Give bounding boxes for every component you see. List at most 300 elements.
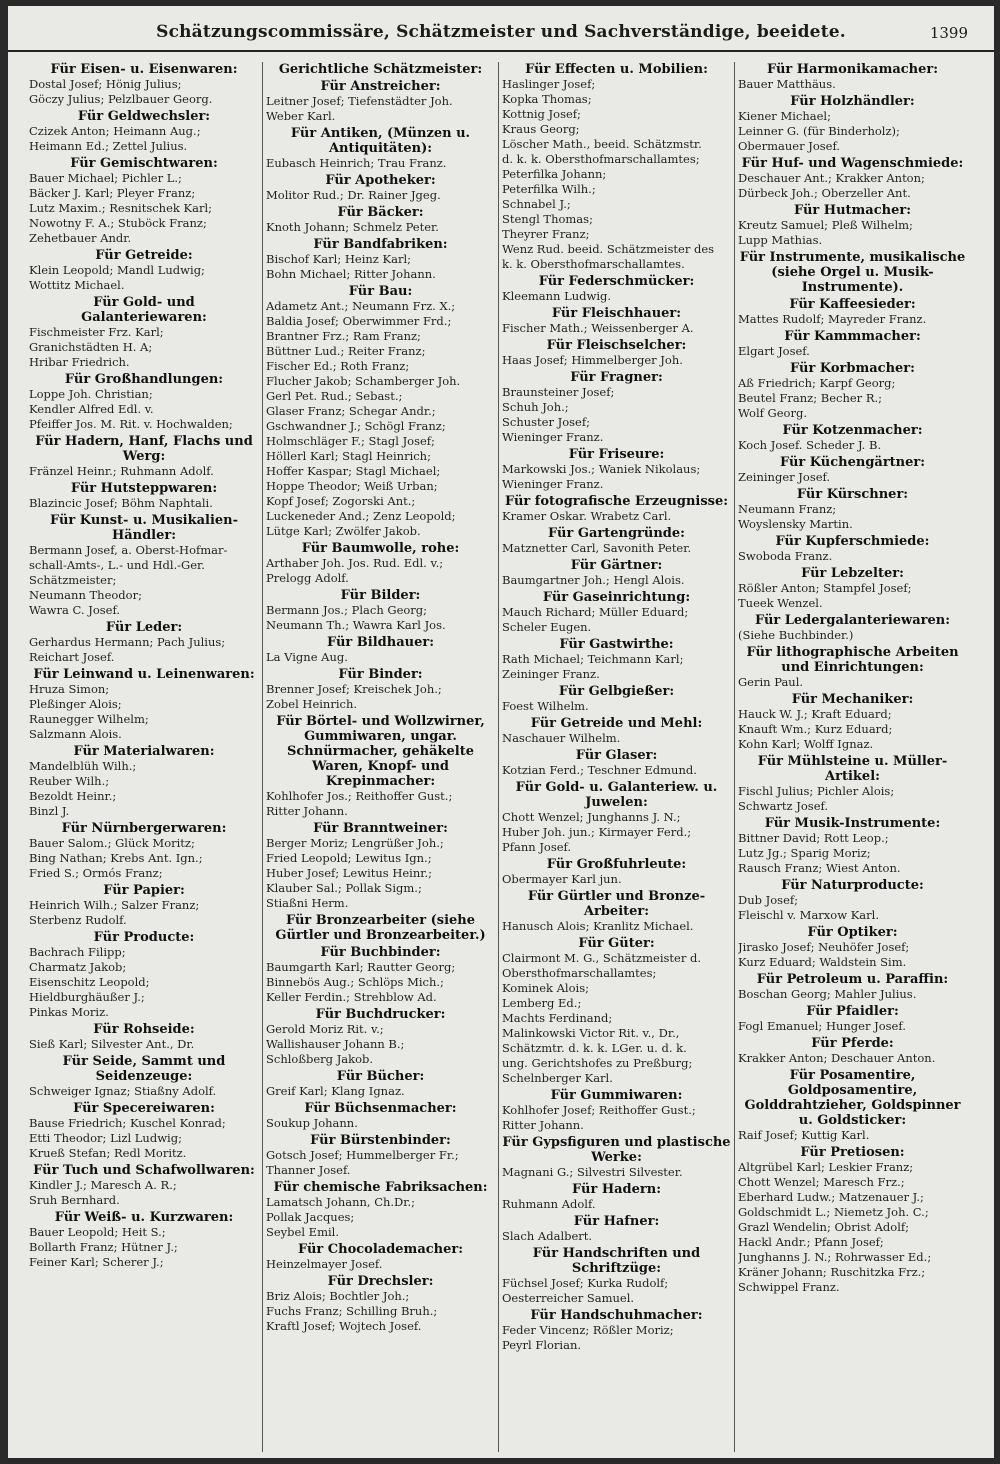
entry-line: Kotzian Ferd.; Teschner Edmund. xyxy=(502,763,697,777)
trade-section xyxy=(266,79,495,124)
entry-line: Elgart Josef. xyxy=(738,344,810,358)
entry-line: Lamatsch Johann, Ch.Dr.; xyxy=(266,1195,416,1209)
section-heading: Für Effecten u. Mobilien: xyxy=(525,62,708,77)
trade-section xyxy=(266,821,495,911)
entry-line: Dub Josef; xyxy=(738,893,799,907)
entry-line: Gerold Moriz Rit. v.; xyxy=(266,1022,384,1036)
trade-section xyxy=(266,1274,495,1334)
entry-line: Wieninger Franz. xyxy=(502,430,604,444)
section-heading: Für Pferde: xyxy=(811,1036,894,1051)
section-heading: Für Hutmacher: xyxy=(793,203,912,218)
trade-section xyxy=(738,1145,967,1295)
entry-line: Schelnberger Karl. xyxy=(502,1071,613,1085)
section-heading: Für Leinwand u. Leinenwaren: xyxy=(33,667,255,682)
entry-line: Krakker Anton; Deschauer Anton. xyxy=(738,1051,936,1065)
entry-line: Pleßinger Alois; xyxy=(29,697,122,711)
section-heading: Für Buchdrucker: xyxy=(315,1007,446,1022)
entry-line: La Vigne Aug. xyxy=(266,650,348,664)
entry-line: Reuber Wilh.; xyxy=(29,774,110,788)
trade-section xyxy=(266,173,495,203)
section-heading: Für Chocolademacher: xyxy=(297,1242,464,1257)
entry-line: Braunsteiner Josef; xyxy=(502,385,615,399)
entry-line: Kohn Karl; Wolff Ignaz. xyxy=(738,737,874,751)
entry-line: Heinrich Wilh.; Salzer Franz; xyxy=(29,898,200,912)
entry-line: Gerin Paul. xyxy=(738,675,804,689)
section-heading: Für Küchengärtner: xyxy=(779,455,926,470)
entry-line: Kiener Michael; xyxy=(738,109,831,123)
entry-line: Schwippel Franz. xyxy=(738,1280,840,1294)
entry-line: Zeininger Franz. xyxy=(502,667,600,681)
section-heading: Für Kunst- u. Musikalien-Händler: xyxy=(49,513,239,543)
trade-section xyxy=(266,126,495,171)
entry-line: Ruhmann Adolf. xyxy=(502,1197,596,1211)
section-heading: Für Gürtler und Bronze-Arbeiter: xyxy=(527,889,706,919)
entry-line: Eberhard Ludw.; Matzenauer J.; xyxy=(738,1190,924,1204)
trade-section xyxy=(29,109,259,154)
trade-section xyxy=(738,203,967,248)
trade-section xyxy=(738,329,967,359)
section-heading: Für fotografische Erzeugnisse: xyxy=(504,494,729,509)
section-heading: Für Bäcker: xyxy=(337,205,424,220)
entry-line: Stengl Thomas; xyxy=(502,212,593,226)
column-1 xyxy=(26,62,262,1452)
trade-section xyxy=(738,455,967,485)
entry-line: Adametz Ant.; Neumann Frz. X.; xyxy=(266,299,456,313)
entry-line: Greif Karl; Klang Ignaz. xyxy=(266,1084,405,1098)
entry-line: Schätzmeister; xyxy=(29,573,117,587)
section-heading: Für Fleischselcher: xyxy=(546,338,687,353)
entry-line: Brantner Frz.; Ram Franz; xyxy=(266,329,421,343)
entry-line: Tueek Wenzel. xyxy=(738,596,823,610)
entry-line: Briz Alois; Bochtler Joh.; xyxy=(266,1289,410,1303)
entry-line: schall-Amts-, L.- und Hdl.-Ger. xyxy=(29,558,205,572)
entry-line: Kominek Alois; xyxy=(502,981,589,995)
section-heading: Für chemische Fabriksachen: xyxy=(273,1180,488,1195)
entry-line: Machts Ferdinand; xyxy=(502,1011,613,1025)
trade-section xyxy=(266,62,495,77)
entry-line: Glaser Franz; Schegar Andr.; xyxy=(266,404,436,418)
trade-section xyxy=(29,821,259,881)
trade-section xyxy=(502,780,731,855)
entry-line: Bohn Michael; Ritter Johann. xyxy=(266,267,436,281)
section-heading: Für Huf- und Wagenschmiede: xyxy=(741,156,964,171)
entry-line: Huber Joh. jun.; Kirmayer Ferd.; xyxy=(502,825,692,839)
trade-section xyxy=(502,370,731,445)
entry-line: k. k. Obersthofmarschallamtes. xyxy=(502,257,685,271)
section-heading: Für Tuch und Schafwollwaren: xyxy=(33,1163,255,1178)
entry-line: Sieß Karl; Silvester Ant., Dr. xyxy=(29,1037,195,1051)
section-heading: Für Antiken, (Münzen u. Antiquitäten): xyxy=(290,126,471,156)
trade-section xyxy=(738,645,967,690)
trade-section xyxy=(266,284,495,539)
trade-section xyxy=(29,481,259,511)
trade-section xyxy=(266,714,495,819)
entry-line: Baumgartner Joh.; Hengl Alois. xyxy=(502,573,685,587)
section-heading: Für Baumwolle, rohe: xyxy=(301,541,460,556)
trade-section xyxy=(266,1007,495,1067)
section-heading: Für Getreide: xyxy=(95,248,193,263)
section-heading: Für Specereiwaren: xyxy=(73,1101,215,1116)
section-heading: Für Seide, Sammt und Seidenzeuge: xyxy=(62,1054,226,1084)
entry-line: Pfann Josef. xyxy=(502,840,572,854)
entry-line: Soukup Johann. xyxy=(266,1116,358,1130)
entry-line: Haslinger Josef; xyxy=(502,77,596,91)
section-heading: Für Kaffeesieder: xyxy=(789,297,916,312)
entry-line: Bauer Michael; Pichler L.; xyxy=(29,171,182,185)
trade-section xyxy=(266,913,495,943)
entry-line: Fischmeister Frz. Karl; xyxy=(29,325,164,339)
trade-section xyxy=(738,566,967,611)
entry-line: Fischer Math.; Weissenberger A. xyxy=(502,321,694,335)
section-heading: Für Gartengründe: xyxy=(548,526,685,541)
entry-line: Wolf Georg. xyxy=(738,406,807,420)
entry-line: Jirasko Josef; Neuhöfer Josef; xyxy=(738,940,910,954)
entry-line: Kendler Alfred Edl. v. xyxy=(29,402,154,416)
section-heading: Für Großfuhrleute: xyxy=(546,857,687,872)
trade-section xyxy=(29,930,259,1020)
section-heading: Für Anstreicher: xyxy=(320,79,441,94)
section-heading: Für Harmonikamacher: xyxy=(766,62,939,77)
entry-line: Binnebös Aug.; Schlöps Mich.; xyxy=(266,975,444,989)
section-heading: Für Materialwaren: xyxy=(73,744,215,759)
trade-section xyxy=(738,423,967,453)
entry-line: Ritter Johann. xyxy=(502,1118,584,1132)
entry-line: Raunegger Wilhelm; xyxy=(29,712,149,726)
entry-line: Kopka Thomas; xyxy=(502,92,592,106)
trade-section xyxy=(266,945,495,1005)
entry-line: Bollarth Franz; Hütner J.; xyxy=(29,1240,178,1254)
section-heading: Für Getreide und Mehl: xyxy=(530,716,703,731)
trade-section xyxy=(738,250,967,295)
entry-line: Sterbenz Rudolf. xyxy=(29,913,127,927)
entry-line: Knoth Johann; Schmelz Peter. xyxy=(266,220,439,234)
entry-line: Thanner Josef. xyxy=(266,1163,351,1177)
trade-section xyxy=(502,526,731,556)
trade-section xyxy=(266,541,495,586)
trade-section xyxy=(266,588,495,633)
entry-line: Kleemann Ludwig. xyxy=(502,289,612,303)
entry-line: Bing Nathan; Krebs Ant. Ign.; xyxy=(29,851,203,865)
section-heading: Für Naturproducte: xyxy=(781,878,924,893)
entry-line: Mandelblüh Wilh.; xyxy=(29,759,137,773)
trade-section xyxy=(29,1163,259,1208)
entry-line: Eisenschitz Leopold; xyxy=(29,975,150,989)
entry-line: Wottitz Michael. xyxy=(29,278,125,292)
running-header xyxy=(8,6,994,52)
section-heading: Für Branntweiner: xyxy=(313,821,448,836)
entry-line: Stiaßni Herm. xyxy=(266,896,349,910)
section-heading: Für Gemischtwaren: xyxy=(70,156,218,171)
entry-line: Kindler J.; Maresch A. R.; xyxy=(29,1178,177,1192)
section-heading: Für Federschmücker: xyxy=(538,274,695,289)
entry-line: Fränzel Heinr.; Ruhmann Adolf. xyxy=(29,464,214,478)
section-heading: Für Kammmacher: xyxy=(784,329,921,344)
entry-line: Schwartz Josef. xyxy=(738,799,829,813)
section-heading: Für Gelbgießer: xyxy=(558,684,675,699)
entry-line: Prelogg Adolf. xyxy=(266,571,349,585)
entry-line: Bischof Karl; Heinz Karl; xyxy=(266,252,411,266)
section-heading: Für Fragner: xyxy=(570,370,663,385)
entry-line: Kohlhofer Jos.; Reithoffer Gust.; xyxy=(266,789,453,803)
entry-line: d. k. k. Obersthofmarschallamtes; xyxy=(502,152,700,166)
entry-line: Deschauer Ant.; Krakker Anton; xyxy=(738,171,925,185)
trade-section xyxy=(502,684,731,714)
entry-line: Boschan Georg; Mahler Julius. xyxy=(738,987,917,1001)
trade-section xyxy=(738,925,967,970)
trade-section xyxy=(266,1069,495,1099)
entry-line: Hauck W. J.; Kraft Eduard; xyxy=(738,707,892,721)
trade-section xyxy=(29,620,259,665)
entry-line: Klein Leopold; Mandl Ludwig; xyxy=(29,263,205,277)
trade-section xyxy=(502,1308,731,1353)
entry-line: Salzmann Alois. xyxy=(29,727,122,741)
entry-line: Schweiger Ignaz; Stiaßny Adolf. xyxy=(29,1084,217,1098)
directory-page xyxy=(8,6,994,1458)
entry-line: Etti Theodor; Lizl Ludwig; xyxy=(29,1131,182,1145)
entry-line: Keller Ferdin.; Strehblow Ad. xyxy=(266,990,437,1004)
trade-section xyxy=(266,1101,495,1131)
section-heading: Für Handschriften und Schriftzüge: xyxy=(532,1246,701,1276)
trade-section xyxy=(738,534,967,564)
entry-line: Wieninger Franz. xyxy=(502,477,604,491)
entry-line: Zobel Heinrich. xyxy=(266,697,358,711)
entry-line: Neumann Franz; xyxy=(738,502,837,516)
entry-line: Slach Adalbert. xyxy=(502,1229,593,1243)
entry-line: Knauft Wm.; Kurz Eduard; xyxy=(738,722,893,736)
entry-line: Hieldburghäußer J.; xyxy=(29,990,145,1004)
section-heading: Für Bronzearbeiter (siehe Gürtler und Bronzearbeiter.) xyxy=(275,913,486,943)
entry-line: Bezoldt Heinr.; xyxy=(29,789,117,803)
entry-line: Hruza Simon; xyxy=(29,682,110,696)
entry-line: Heimann Ed.; Zettel Julius. xyxy=(29,139,188,153)
entry-line: Mauch Richard; Müller Eduard; xyxy=(502,605,689,619)
section-heading: Für Weiß- u. Kurzwaren: xyxy=(54,1210,234,1225)
trade-section xyxy=(29,1054,259,1099)
section-heading: Für Kupferschmiede: xyxy=(775,534,930,549)
section-heading: Für Fleischhauer: xyxy=(551,306,682,321)
trade-section xyxy=(29,1210,259,1270)
section-heading: Für Ledergalanteriewaren: xyxy=(754,613,951,628)
entry-line: Wallishauser Johann B.; xyxy=(266,1037,405,1051)
section-heading: Für Handschuhmacher: xyxy=(530,1308,703,1323)
entry-line: (Siehe Buchbinder.) xyxy=(738,628,854,642)
entry-line: Zeininger Josef. xyxy=(738,470,831,484)
entry-line: Bauer Salom.; Glück Moritz; xyxy=(29,836,195,850)
section-heading: Für Buchbinder: xyxy=(320,945,441,960)
entry-line: Kohlhofer Josef; Reithoffer Gust.; xyxy=(502,1103,696,1117)
entry-line: Bäcker J. Karl; Pleyer Franz; xyxy=(29,186,196,200)
entry-line: Altgrübel Karl; Leskier Franz; xyxy=(738,1160,914,1174)
entry-line: Hanusch Alois; Kranlitz Michael. xyxy=(502,919,694,933)
section-heading: Für Posamentire, Goldposamentire, Golddrahtzieher, Goldspinner u. Goldsticker: xyxy=(744,1068,961,1128)
section-heading: Für Großhandlungen: xyxy=(64,372,224,387)
section-heading: Für Mühlsteine u. Müller-Artikel: xyxy=(757,754,948,784)
section-heading: Für Bandfabriken: xyxy=(313,237,448,252)
entry-line: Schnabel J.; xyxy=(502,197,571,211)
entry-line: Hoffer Kaspar; Stagl Michael; xyxy=(266,464,441,478)
entry-line: Eubasch Heinrich; Trau Franz. xyxy=(266,156,447,170)
section-heading: Für Büchsenmacher: xyxy=(304,1101,457,1116)
trade-section xyxy=(738,972,967,1002)
trade-section xyxy=(29,667,259,742)
entry-line: Beutel Franz; Becher R.; xyxy=(738,391,883,405)
trade-section xyxy=(502,1246,731,1306)
section-heading: Für Gärtner: xyxy=(570,558,663,573)
trade-section xyxy=(502,857,731,887)
entry-line: Zehetbauer Andr. xyxy=(29,231,132,245)
entry-line: Baumgarth Karl; Rautter Georg; xyxy=(266,960,456,974)
entry-line: Magnani G.; Silvestri Silvester. xyxy=(502,1165,683,1179)
section-heading: Für Binder: xyxy=(338,667,423,682)
column-3 xyxy=(498,62,734,1452)
entry-line: Obermauer Josef. xyxy=(738,139,840,153)
entry-line: Bermann Jos.; Plach Georg; xyxy=(266,603,428,617)
section-heading: Für Musik-Instrumente: xyxy=(764,816,941,831)
section-heading: Für Gaseinrichtung: xyxy=(542,590,691,605)
trade-section xyxy=(502,1135,731,1180)
entry-line: Aß Friedrich; Karpf Georg; xyxy=(738,376,896,390)
trade-section xyxy=(29,883,259,928)
section-heading: Für Gummiwaren: xyxy=(550,1088,683,1103)
section-heading: Gerichtliche Schätzmeister: xyxy=(278,62,483,77)
entry-line: Bittner David; Rott Leop.; xyxy=(738,831,889,845)
entry-line: Huber Josef; Lewitus Heinr.; xyxy=(266,866,433,880)
entry-line: Peterfilka Johann; xyxy=(502,167,607,181)
trade-section xyxy=(266,667,495,712)
entry-line: Kottnig Josef; xyxy=(502,107,581,121)
section-heading: Für Lebzelter: xyxy=(801,566,904,581)
entry-line: Kramer Oskar. Wrabetz Carl. xyxy=(502,509,672,523)
trade-section xyxy=(738,94,967,154)
section-heading: Für Hafner: xyxy=(573,1214,660,1229)
entry-line: Lütge Karl; Zwölfer Jakob. xyxy=(266,524,421,538)
entry-line: Rath Michael; Teichmann Karl; xyxy=(502,652,684,666)
section-heading: Für Eisen- u. Eisenwaren: xyxy=(50,62,238,77)
section-heading: Für Nürnbergerwaren: xyxy=(61,821,227,836)
trade-section xyxy=(502,716,731,746)
entry-line: Feder Vincenz; Rößler Moriz; xyxy=(502,1323,674,1337)
page-number: 1399 xyxy=(929,24,968,42)
trade-section xyxy=(266,237,495,282)
entry-line: Clairmont M. G., Schätzmeister d. xyxy=(502,951,701,965)
entry-line: Malinkowski Victor Rit. v., Dr., xyxy=(502,1026,680,1040)
section-heading: Für Kotzenmacher: xyxy=(782,423,923,438)
entry-line: Rausch Franz; Wiest Anton. xyxy=(738,861,901,875)
trade-section xyxy=(29,156,259,246)
column-2 xyxy=(262,62,498,1452)
section-heading: Für Gypsfiguren und plastische Werke: xyxy=(502,1135,731,1165)
entry-line: Luckeneder And.; Zenz Leopold; xyxy=(266,509,456,523)
entry-line: Fried S.; Ormós Franz; xyxy=(29,866,163,880)
entry-line: Chott Wenzel; Maresch Frz.; xyxy=(738,1175,905,1189)
trade-section xyxy=(29,434,259,479)
section-heading: Für Rohseide: xyxy=(93,1022,195,1037)
entry-line: Füchsel Josef; Kurka Rudolf; xyxy=(502,1276,669,1290)
entry-line: Sruh Bernhard. xyxy=(29,1193,120,1207)
entry-line: Hribar Friedrich. xyxy=(29,355,130,369)
entry-line: Bauer Matthäus. xyxy=(738,77,836,91)
section-heading: Für Papier: xyxy=(103,883,185,898)
entry-line: Neumann Theodor; xyxy=(29,588,142,602)
entry-line: Hoppe Theodor; Weiß Urban; xyxy=(266,479,438,493)
entry-line: Lutz Maxim.; Resnitschek Karl; xyxy=(29,201,213,215)
entry-line: Höllerl Karl; Stagl Heinrich; xyxy=(266,449,431,463)
trade-section xyxy=(738,1004,967,1034)
entry-line: Scheler Eugen. xyxy=(502,620,592,634)
section-heading: Für Pfaidler: xyxy=(806,1004,899,1019)
entry-line: Mattes Rudolf; Mayreder Franz. xyxy=(738,312,927,326)
entry-line: Gerhardus Hermann; Pach Julius; xyxy=(29,635,226,649)
trade-section xyxy=(502,306,731,336)
entry-line: ung. Gerichtshofes zu Preßburg; xyxy=(502,1056,693,1070)
entry-line: Foest Wilhelm. xyxy=(502,699,589,713)
entry-line: Bauer Leopold; Heit S.; xyxy=(29,1225,166,1239)
section-heading: Für Gold- u. Galanteriew. u. Juwelen: xyxy=(515,780,718,810)
entry-line: Kraftl Josef; Wojtech Josef. xyxy=(266,1319,422,1333)
entry-line: Neumann Th.; Wawra Karl Jos. xyxy=(266,618,446,632)
entry-line: Czizek Anton; Heimann Aug.; xyxy=(29,124,201,138)
entry-line: Schuh Joh.; xyxy=(502,400,569,414)
entry-line: Raif Josef; Kuttig Karl. xyxy=(738,1128,870,1142)
section-heading: Für Bürstenbinder: xyxy=(310,1133,451,1148)
entry-line: Kraus Georg; xyxy=(502,122,580,136)
trade-section xyxy=(502,274,731,304)
entry-line: Wawra C. Josef. xyxy=(29,603,120,617)
entry-line: Woyslensky Martin. xyxy=(738,517,853,531)
section-heading: Für Geldwechsler: xyxy=(77,109,211,124)
trade-section xyxy=(738,754,967,814)
entry-line: Koch Josef. Scheder J. B. xyxy=(738,438,882,452)
entry-line: Peterfilka Wilh.; xyxy=(502,182,596,196)
entry-line: Matznetter Carl, Savonith Peter. xyxy=(502,541,692,555)
entry-line: Loppe Joh. Christian; xyxy=(29,387,153,401)
trade-section xyxy=(738,816,967,876)
section-heading: Für Korbmacher: xyxy=(790,361,915,376)
entry-line: Theyrer Franz; xyxy=(502,227,590,241)
section-heading: Für Bücher: xyxy=(336,1069,425,1084)
entry-line: Schätzmtr. d. k. k. LGer. u. d. k. xyxy=(502,1041,687,1055)
entry-line: Lemberg Ed.; xyxy=(502,996,582,1010)
entry-line: Pinkas Moriz. xyxy=(29,1005,109,1019)
entry-line: Reichart Josef. xyxy=(29,650,115,664)
section-heading: Für Güter: xyxy=(578,936,655,951)
section-heading: Für Pretiosen: xyxy=(800,1145,905,1160)
entry-line: Brenner Josef; Kreischek Joh.; xyxy=(266,682,442,696)
entry-line: Swoboda Franz. xyxy=(738,549,833,563)
section-heading: Für Gastwirthe: xyxy=(559,637,674,652)
entry-line: Naschauer Wilhelm. xyxy=(502,731,621,745)
entry-line: Haas Josef; Himmelberger Joh. xyxy=(502,353,683,367)
entry-line: Schuster Josef; xyxy=(502,415,590,429)
section-heading: Für Leder: xyxy=(105,620,183,635)
trade-section xyxy=(266,1133,495,1178)
entry-line: Kopf Josef; Zogorski Ant.; xyxy=(266,494,416,508)
trade-section xyxy=(29,372,259,432)
section-heading: Für Hadern: xyxy=(572,1182,661,1197)
trade-section xyxy=(738,62,967,92)
trade-section xyxy=(502,1182,731,1212)
entry-line: Lupp Mathias. xyxy=(738,233,823,247)
entry-line: Gschwandner J.; Schögl Franz; xyxy=(266,419,446,433)
entry-line: Charmatz Jakob; xyxy=(29,960,127,974)
entry-line: Lutz Jg.; Sparig Moriz; xyxy=(738,846,871,860)
entry-line: Baldia Josef; Oberwimmer Frd.; xyxy=(266,314,452,328)
section-heading: Für Bilder: xyxy=(340,588,421,603)
entry-line: Molitor Rud.; Dr. Rainer Jgeg. xyxy=(266,188,441,202)
section-heading: Für Gold- und Galanteriewaren: xyxy=(81,295,207,325)
entry-line: Feiner Karl; Scherer J.; xyxy=(29,1255,164,1269)
entry-line: Leitner Josef; Tiefenstädter Joh. xyxy=(266,94,453,108)
